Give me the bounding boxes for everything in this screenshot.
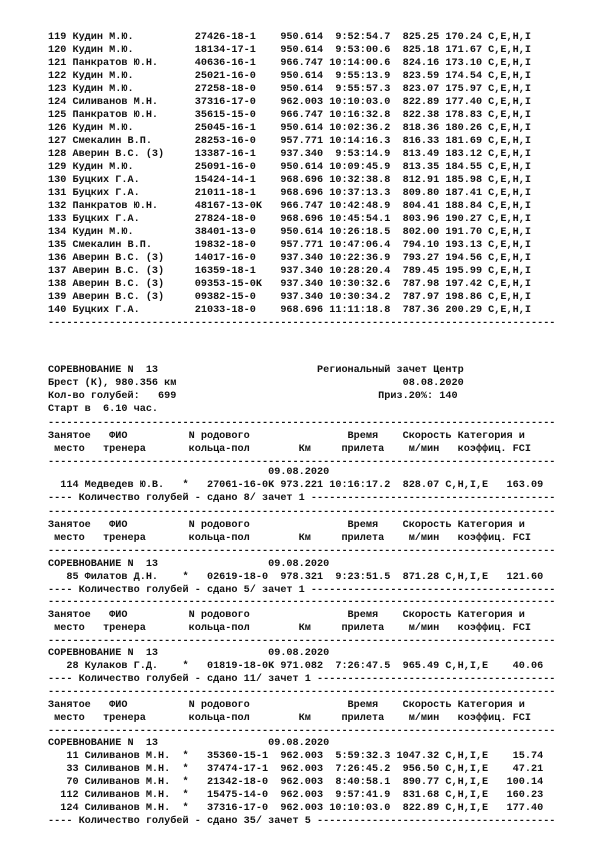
- column-header: место тренера кольца-пол Км прилета м/мин коэффиц. FCI: [48, 713, 531, 724]
- column-header: Занятое ФИО N родового Время Скорость Категория и: [48, 610, 525, 621]
- column-header: Занятое ФИО N родового Время Скорость Категория и: [48, 431, 525, 442]
- result-row: 140 Буцких Г.А. 21033-18-0 968.696 11:11:18.8 787.36 200.29 C,E,H,I: [48, 305, 531, 316]
- result-row: 126 Кудин М.Ю. 25045-16-1 950.614 10:02:36.2 818.36 180.26 C,E,H,I: [48, 123, 531, 134]
- group-date: СОРЕВНОВАНИЕ N 13 09.08.2020: [48, 559, 330, 570]
- group-footer: ---- Количество голубей - сдано 11/ зачет 1 ---------------------------------------: [48, 674, 556, 685]
- result-row: 119 Кудин М.Ю. 27426-18-1 950.614 9:52:54.7 825.25 170.24 C,E,H,I: [48, 32, 531, 43]
- divider: -----------------------------------------------------------------------------------: [48, 687, 556, 698]
- column-header: место тренера кольца-пол Км прилета м/мин коэффиц. FCI: [48, 623, 531, 634]
- result-row: 123 Кудин М.Ю. 27258-18-0 950.614 9:55:57.3 823.07 175.97 C,E,H,I: [48, 84, 531, 95]
- result-row: 124 Силиванов М.Н. * 37316-17-0 962.003 10:10:03.0 822.89 C,H,I,E 177.40: [48, 803, 544, 814]
- group-date: СОРЕВНОВАНИЕ N 13 09.08.2020: [48, 738, 330, 749]
- result-row: 129 Кудин М.Ю. 25091-16-0 950.614 10:09:45.9 813.35 184.55 C,E,H,I: [48, 162, 531, 173]
- result-row: 130 Буцких Г.А. 15424-14-1 968.696 10:32:38.8 812.91 185.98 C,E,H,I: [48, 175, 531, 186]
- result-row: 124 Силиванов М.Н. 37316-17-0 962.003 10:10:03.0 822.89 177.40 C,E,H,I: [48, 97, 531, 108]
- result-row: 114 Медведев Ю.В. * 27061-16-0K 973.221 10:16:17.2 828.07 C,H,I,E 163.09: [48, 480, 544, 491]
- result-row: 132 Панкратов Ю.Н. 48167-13-0K 966.747 10:42:48.9 804.41 188.84 C,E,H,I: [48, 201, 531, 212]
- result-row: 137 Аверин В.С. (3) 16359-18-1 937.340 10:28:20.4 789.45 195.99 C,E,H,I: [48, 266, 531, 277]
- result-row: 135 Смекалин В.П. 19832-18-0 957.771 10:47:06.4 794.10 193.13 C,E,H,I: [48, 240, 531, 251]
- divider: -----------------------------------------------------------------------------------: [48, 318, 556, 329]
- group-date: СОРЕВНОВАНИЕ N 13 09.08.2020: [48, 648, 330, 659]
- result-row: 133 Буцких Г.А. 27824-18-0 968.696 10:45:54.1 803.96 190.27 C,E,H,I: [48, 214, 531, 225]
- result-row: 128 Аверин В.С. (3) 13387-16-1 937.340 9:53:14.9 813.49 183.12 C,E,H,I: [48, 149, 531, 160]
- result-row: 121 Панкратов Ю.Н. 40636-16-1 966.747 10:14:00.6 824.16 173.10 C,E,H,I: [48, 58, 531, 69]
- result-row: 139 Аверин В.С. (3) 09382-15-0 937.340 10:30:34.2 787.97 198.86 C,E,H,I: [48, 292, 531, 303]
- result-row: 138 Аверин В.С. (3) 09353-15-0K 937.340 10:30:32.6 787.98 197.42 C,E,H,I: [48, 279, 531, 290]
- column-header: место тренера кольца-пол Км прилета м/мин коэффиц. FCI: [48, 533, 531, 544]
- result-row: 125 Панкратов Ю.Н. 35615-15-0 966.747 10:16:32.8 822.38 178.83 C,E,H,I: [48, 110, 531, 121]
- result-row: 136 Аверин В.С. (3) 14017-16-0 937.340 10:22:36.9 793.27 194.56 C,E,H,I: [48, 253, 531, 264]
- result-row: 33 Силиванов М.Н. * 37474-17-1 962.003 7:26:45.2 956.50 C,H,I,E 47.21: [48, 764, 544, 775]
- competition-count: Кол-во голубей: 699 Приз.20%: 140: [48, 391, 458, 402]
- group-footer: ---- Количество голубей - сдано 5/ зачет 1 ----------------------------------------: [48, 585, 556, 596]
- result-row: 122 Кудин М.Ю. 25021-16-0 950.614 9:55:13.9 823.59 174.54 C,E,H,I: [48, 71, 531, 82]
- result-row: 120 Кудин М.Ю. 18134-17-1 950.614 9:53:00.6 825.18 171.67 C,E,H,I: [48, 45, 531, 56]
- competition-location: Брест (К), 980.356 км 08.08.2020: [48, 378, 464, 389]
- result-row: 85 Филатов Д.Н. * 02619-18-0 978.321 9:23:51.5 871.28 C,H,I,E 121.60: [48, 572, 544, 583]
- result-row: 131 Буцких Г.А. 21011-18-1 968.696 10:37:13.3 809.80 187.41 C,E,H,I: [48, 188, 531, 199]
- divider: -----------------------------------------------------------------------------------: [48, 507, 556, 518]
- result-row: 11 Силиванов М.Н. * 35360-15-1 962.003 5:59:32.3 1047.32 C,H,I,E 15.74: [48, 751, 544, 762]
- competition-start: Старт в 6.10 час.: [48, 404, 159, 415]
- result-row: 127 Смекалин В.П. 28253-16-0 957.771 10:14:16.3 816.33 181.69 C,E,H,I: [48, 136, 531, 147]
- column-header: Занятое ФИО N родового Время Скорость Категория и: [48, 520, 525, 531]
- divider: -----------------------------------------------------------------------------------: [48, 636, 556, 647]
- divider: -----------------------------------------------------------------------------------: [48, 418, 556, 429]
- group-footer: ---- Количество голубей - сдано 8/ зачет 1 ----------------------------------------: [48, 493, 556, 504]
- column-header: Занятое ФИО N родового Время Скорость Категория и: [48, 700, 525, 711]
- result-row: 28 Кулаков Г.Д. * 01819-18-0K 971.082 7:26:47.5 965.49 C,H,I,E 40.06: [48, 661, 544, 672]
- column-header: место тренера кольца-пол Км прилета м/мин коэффиц. FCI: [48, 444, 531, 455]
- divider: -----------------------------------------------------------------------------------: [48, 726, 556, 737]
- result-row: 70 Силиванов М.Н. * 21342-18-0 962.003 8:40:58.1 890.77 C,H,I,E 100.14: [48, 777, 544, 788]
- group-footer: ---- Количество голубей - сдано 35/ зачет 5 ---------------------------------------: [48, 816, 556, 827]
- divider: -----------------------------------------------------------------------------------: [48, 546, 556, 557]
- group-date: 09.08.2020: [48, 467, 330, 478]
- competition-title: СОРЕВНОВАНИЕ N 13 Региональный зачет Центр: [48, 365, 464, 376]
- divider: -----------------------------------------------------------------------------------: [48, 457, 556, 468]
- result-row: 112 Силиванов М.Н. * 15475-14-0 962.003 9:57:41.9 831.68 C,H,I,E 160.23: [48, 790, 544, 801]
- result-row: 134 Кудин М.Ю. 38401-13-0 950.614 10:26:18.5 802.00 191.70 C,E,H,I: [48, 227, 531, 238]
- divider: -----------------------------------------------------------------------------------: [48, 597, 556, 608]
